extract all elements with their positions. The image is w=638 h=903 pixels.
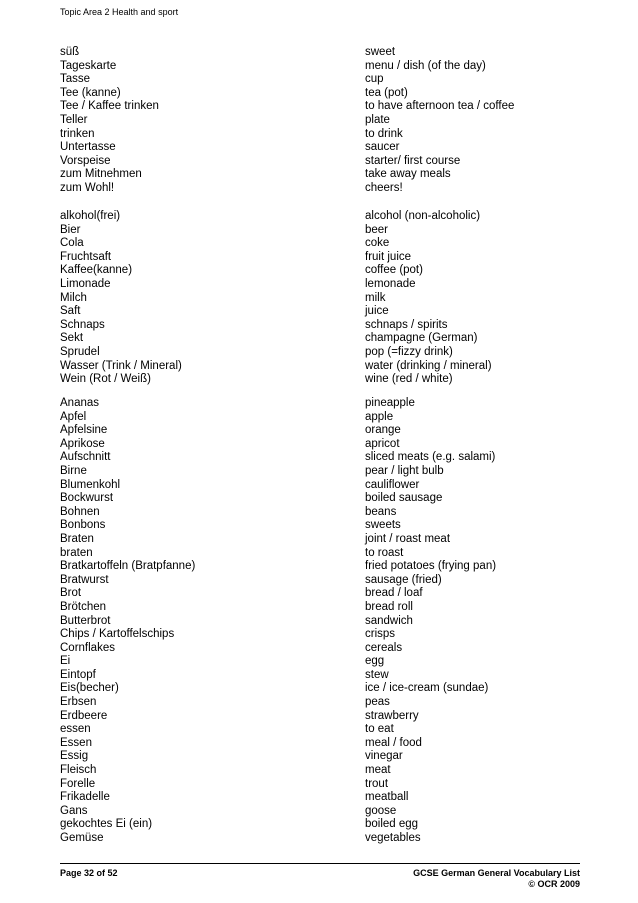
vocab-row <box>60 305 580 319</box>
vocab-row <box>60 533 580 547</box>
english-translation: saucer <box>365 141 400 154</box>
german-term: Cola <box>60 237 84 250</box>
vocab-row <box>60 373 580 387</box>
vocab-row <box>60 737 580 751</box>
english-translation: strawberry <box>365 709 419 722</box>
english-translation: plate <box>365 113 390 126</box>
footer-divider <box>60 863 580 864</box>
english-translation: sweet <box>365 46 396 58</box>
german-term: Milch <box>60 291 87 304</box>
vocab-row <box>60 114 580 128</box>
english-translation: juice <box>365 305 389 318</box>
vocab-row <box>60 791 580 805</box>
english-translation: sliced meats (e.g. salami) <box>365 451 496 464</box>
german-term: Untertasse <box>60 141 116 154</box>
vocab-row <box>60 155 580 169</box>
vocab-row <box>60 615 580 629</box>
english-translation: bread / loaf <box>365 587 423 600</box>
german-term: Forelle <box>60 777 96 790</box>
english-translation: to have afternoon tea / coffee <box>365 100 515 113</box>
german-term: Essen <box>60 736 92 749</box>
german-term: braten <box>60 546 93 559</box>
vocab-row <box>60 251 580 265</box>
german-term: Aufschnitt <box>60 451 111 464</box>
english-translation: beer <box>365 223 389 236</box>
english-translation: bread roll <box>365 600 413 613</box>
german-term: Gemüse <box>60 832 104 844</box>
english-translation: champagne (German) <box>365 332 478 345</box>
german-term: Blumenkohl <box>60 478 121 491</box>
english-translation: egg <box>365 655 385 668</box>
german-term: Fleisch <box>60 764 97 777</box>
english-translation: apple <box>365 410 394 423</box>
vocab-row <box>60 805 580 819</box>
vocab-row <box>60 451 580 465</box>
german-term: Birne <box>60 464 87 477</box>
vocab-row <box>60 87 580 101</box>
footer-title-block <box>413 868 580 890</box>
english-translation: schnaps / spirits <box>365 318 448 331</box>
page-number: Page 32 of 52 <box>60 868 118 878</box>
german-term: Wein (Rot / Weiß) <box>60 373 151 386</box>
german-term: Kaffee(kanne) <box>60 264 133 277</box>
english-translation: fruit juice <box>365 250 412 263</box>
german-term: Limonade <box>60 277 111 290</box>
german-term: Essig <box>60 750 89 763</box>
vocab-row <box>60 832 580 846</box>
english-translation: meat <box>365 764 391 777</box>
vocab-row <box>60 479 580 493</box>
vocab-row <box>60 319 580 333</box>
vocab-row <box>60 574 580 588</box>
english-translation: menu / dish (of the day) <box>365 59 486 72</box>
german-term: Bratkartoffeln (Bratpfanne) <box>60 560 196 573</box>
english-translation: wine (red / white) <box>365 373 453 386</box>
english-translation: starter/ first course <box>365 154 461 167</box>
english-translation: peas <box>365 696 390 709</box>
vocab-row <box>60 682 580 696</box>
english-translation: to eat <box>365 723 394 736</box>
german-term: Erdbeere <box>60 709 108 722</box>
english-translation: stew <box>365 668 389 681</box>
vocab-row <box>60 710 580 724</box>
english-translation: beans <box>365 505 397 518</box>
vocab-row <box>60 264 580 278</box>
vocab-row <box>60 750 580 764</box>
english-translation: meatball <box>365 791 409 804</box>
vocab-row <box>60 628 580 642</box>
english-translation: pop (=fizzy drink) <box>365 345 453 358</box>
german-term: Schnaps <box>60 318 105 331</box>
german-term: Butterbrot <box>60 614 111 627</box>
english-translation: boiled egg <box>365 818 419 831</box>
german-term: süß <box>60 46 80 58</box>
vocab-row <box>60 411 580 425</box>
english-translation: sandwich <box>365 614 413 627</box>
german-term: Bohnen <box>60 505 100 518</box>
vocab-row <box>60 237 580 251</box>
english-translation: orange <box>365 424 401 437</box>
german-term: Teller <box>60 113 88 126</box>
vocab-row <box>60 73 580 87</box>
english-translation: fried potatoes (frying pan) <box>365 560 497 573</box>
english-translation: pineapple <box>365 397 415 409</box>
english-translation: cheers! <box>365 181 403 194</box>
german-term: Eis(becher) <box>60 682 119 695</box>
german-term: gekochtes Ei (ein) <box>60 818 153 831</box>
vocab-row <box>60 587 580 601</box>
vocab-row <box>60 332 580 346</box>
german-term: Ananas <box>60 397 100 409</box>
german-term: Ei <box>60 655 71 668</box>
english-translation: joint / roast meat <box>365 532 451 545</box>
vocab-row <box>60 424 580 438</box>
english-translation: pear / light bulb <box>365 464 444 477</box>
vocab-group <box>60 46 580 196</box>
vocab-row <box>60 778 580 792</box>
vocab-row <box>60 360 580 374</box>
english-translation: coffee (pot) <box>365 264 423 277</box>
english-translation: milk <box>365 291 386 304</box>
german-term: Tageskarte <box>60 59 117 72</box>
english-translation: trout <box>365 777 389 790</box>
german-term: Frikadelle <box>60 791 110 804</box>
vocab-row <box>60 141 580 155</box>
german-term: Bratwurst <box>60 573 109 586</box>
vocab-row <box>60 100 580 114</box>
vocab-row <box>60 438 580 452</box>
english-translation: take away meals <box>365 168 451 181</box>
german-term: zum Wohl! <box>60 181 115 194</box>
vocab-row <box>60 642 580 656</box>
vocab-row <box>60 818 580 832</box>
english-translation: crisps <box>365 628 396 641</box>
vocab-row <box>60 346 580 360</box>
german-term: Sekt <box>60 332 84 345</box>
german-term: Wasser (Trink / Mineral) <box>60 359 182 372</box>
vocab-row <box>60 46 580 60</box>
vocab-group <box>60 397 580 846</box>
german-term: Brötchen <box>60 600 107 613</box>
vocab-row <box>60 492 580 506</box>
german-term: trinken <box>60 127 95 140</box>
vocab-row <box>60 224 580 238</box>
german-term: Braten <box>60 532 94 545</box>
vocab-row <box>60 547 580 561</box>
copyright: © OCR 2009 <box>528 879 580 889</box>
german-term: Aprikose <box>60 437 105 450</box>
german-term: Tasse <box>60 73 91 86</box>
english-translation: vegetables <box>365 832 421 844</box>
vocab-row <box>60 506 580 520</box>
german-term: Cornflakes <box>60 641 115 654</box>
vocab-row <box>60 723 580 737</box>
vocab-row <box>60 292 580 306</box>
english-translation: sweets <box>365 519 401 532</box>
vocab-row <box>60 669 580 683</box>
english-translation: water (drinking / mineral) <box>365 359 492 372</box>
english-translation: cereals <box>365 641 403 654</box>
german-term: Bier <box>60 223 81 236</box>
english-translation: to drink <box>365 127 403 140</box>
vocab-row <box>60 128 580 142</box>
english-translation: apricot <box>365 437 400 450</box>
vocab-row <box>60 764 580 778</box>
english-translation: cup <box>365 73 384 86</box>
english-translation: boiled sausage <box>365 492 443 505</box>
english-translation: goose <box>365 804 397 817</box>
german-term: Tee (kanne) <box>60 86 121 99</box>
vocab-row <box>60 168 580 182</box>
vocab-row <box>60 182 580 196</box>
document-title: GCSE German General Vocabulary List <box>413 868 580 878</box>
english-translation: alcohol (non-alcoholic) <box>365 210 481 222</box>
vocab-row <box>60 655 580 669</box>
german-term: Brot <box>60 587 82 600</box>
vocab-row <box>60 397 580 411</box>
german-term: Gans <box>60 804 88 817</box>
english-translation: to roast <box>365 546 404 559</box>
vocab-row <box>60 601 580 615</box>
german-term: Saft <box>60 305 81 318</box>
english-translation: vinegar <box>365 750 403 763</box>
english-translation: tea (pot) <box>365 86 408 99</box>
vocab-row <box>60 560 580 574</box>
german-term: zum Mitnehmen <box>60 168 142 181</box>
english-translation: coke <box>365 237 390 250</box>
german-term: alkohol(frei) <box>60 210 121 222</box>
vocab-row <box>60 696 580 710</box>
english-translation: lemonade <box>365 277 416 290</box>
running-header: Topic Area 2 Health and sport <box>60 7 179 17</box>
german-term: Erbsen <box>60 696 97 709</box>
german-term: Vorspeise <box>60 154 111 167</box>
vocab-row <box>60 465 580 479</box>
german-term: Sprudel <box>60 345 100 358</box>
german-term: Fruchtsaft <box>60 250 112 263</box>
vocab-row <box>60 519 580 533</box>
vocab-row <box>60 60 580 74</box>
vocab-row <box>60 278 580 292</box>
german-term: Bonbons <box>60 519 106 532</box>
english-translation: sausage (fried) <box>365 573 442 586</box>
german-term: Tee / Kaffee trinken <box>60 100 159 113</box>
german-term: Eintopf <box>60 668 96 681</box>
german-term: Bockwurst <box>60 492 114 505</box>
vocab-group <box>60 210 580 387</box>
english-translation: cauliflower <box>365 478 420 491</box>
german-term: Apfelsine <box>60 424 108 437</box>
english-translation: ice / ice-cream (sundae) <box>365 682 489 695</box>
vocab-row <box>60 210 580 224</box>
english-translation: meal / food <box>365 736 422 749</box>
german-term: Apfel <box>60 410 87 423</box>
german-term: essen <box>60 723 91 736</box>
german-term: Chips / Kartoffelschips <box>60 628 175 641</box>
